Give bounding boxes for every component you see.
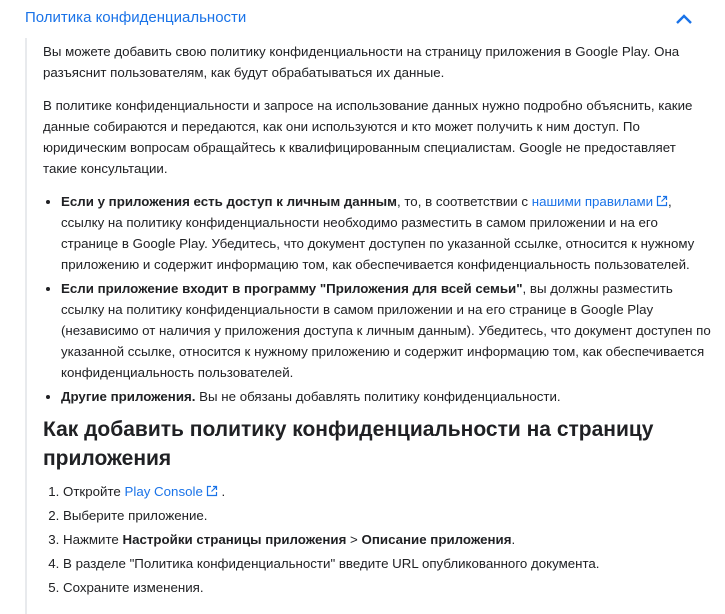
list-item-text: , вы должны разместить ссылку на политику конфиденциальности в самом приложении и на его странице в Google Play (независимо от наличия у приложения доступа к личным данным). Убедитесь, что документ доступен по указанной ссылке, относится к нужному приложению и содержит информацию том, как обеспечивается конфиденциальность пользователей. (61, 281, 711, 380)
list-item-bold: Если приложение входит в программу "Приложения для всей семьи" (61, 281, 523, 296)
play-console-link[interactable]: Play Console (125, 484, 218, 499)
accordion-content (43, 41, 711, 601)
external-link-icon (656, 195, 668, 207)
policy-link[interactable]: нашими правилами (532, 194, 668, 209)
list-item (61, 386, 711, 407)
step-item: 1. Откройте Play Console . (63, 481, 711, 502)
step-item: 5. Сохраните изменения. (63, 577, 711, 598)
external-link-icon (206, 485, 218, 497)
list-item (61, 191, 711, 275)
list-item-bold: Другие приложения. (61, 389, 196, 404)
chevron-up-icon[interactable] (675, 13, 693, 25)
list-item-text: , ссылку на политику конфиденциальности необходимо разместить в самом приложении и на его странице в Google Play. Убедитесь, что документ доступен по указанной ссылке, относится к нужному приложению и содержит информацию том, как обеспечивается конфиденциальность пользователей. (61, 194, 695, 272)
list-item-text: Вы не обязаны добавлять политику конфиденциальности. (195, 389, 561, 404)
requirements-list (43, 191, 711, 407)
accordion-title[interactable]: Политика конфиденциальности (25, 9, 247, 26)
step-item: 2. Выберите приложение. (63, 505, 711, 526)
steps-list (43, 481, 711, 598)
accordion-header[interactable] (0, 0, 725, 38)
intro-paragraph: В политике конфиденциальности и запросе на использование данных нужно подробно объяснить, какие данные собираются и передаются, как они используются и кто может получить к ним доступ. По юридическим вопросам обращайтесь к квалифицированным специалистам. Google не предоставляет такие консультации. (43, 98, 693, 176)
list-item-text: , то, в соответствии с (396, 194, 532, 209)
intro-paragraph: Вы можете добавить свою политику конфиденциальности на страницу приложения в Google Play. Она разъяснит пользователям, как будут обрабатываться их данные. (43, 44, 680, 80)
step-item: 3. Нажмите Настройки страницы приложения > Описание приложения. (63, 529, 711, 550)
list-item (61, 278, 711, 383)
list-item-bold: Если у приложения есть доступ к личным данным (61, 194, 397, 209)
accordion-content-border (25, 38, 27, 614)
section-heading: Как добавить политику конфиденциальности на страницу приложения (43, 418, 654, 470)
step-item: 4. В разделе "Политика конфиденциальности" введите URL опубликованного документа. (63, 553, 711, 574)
